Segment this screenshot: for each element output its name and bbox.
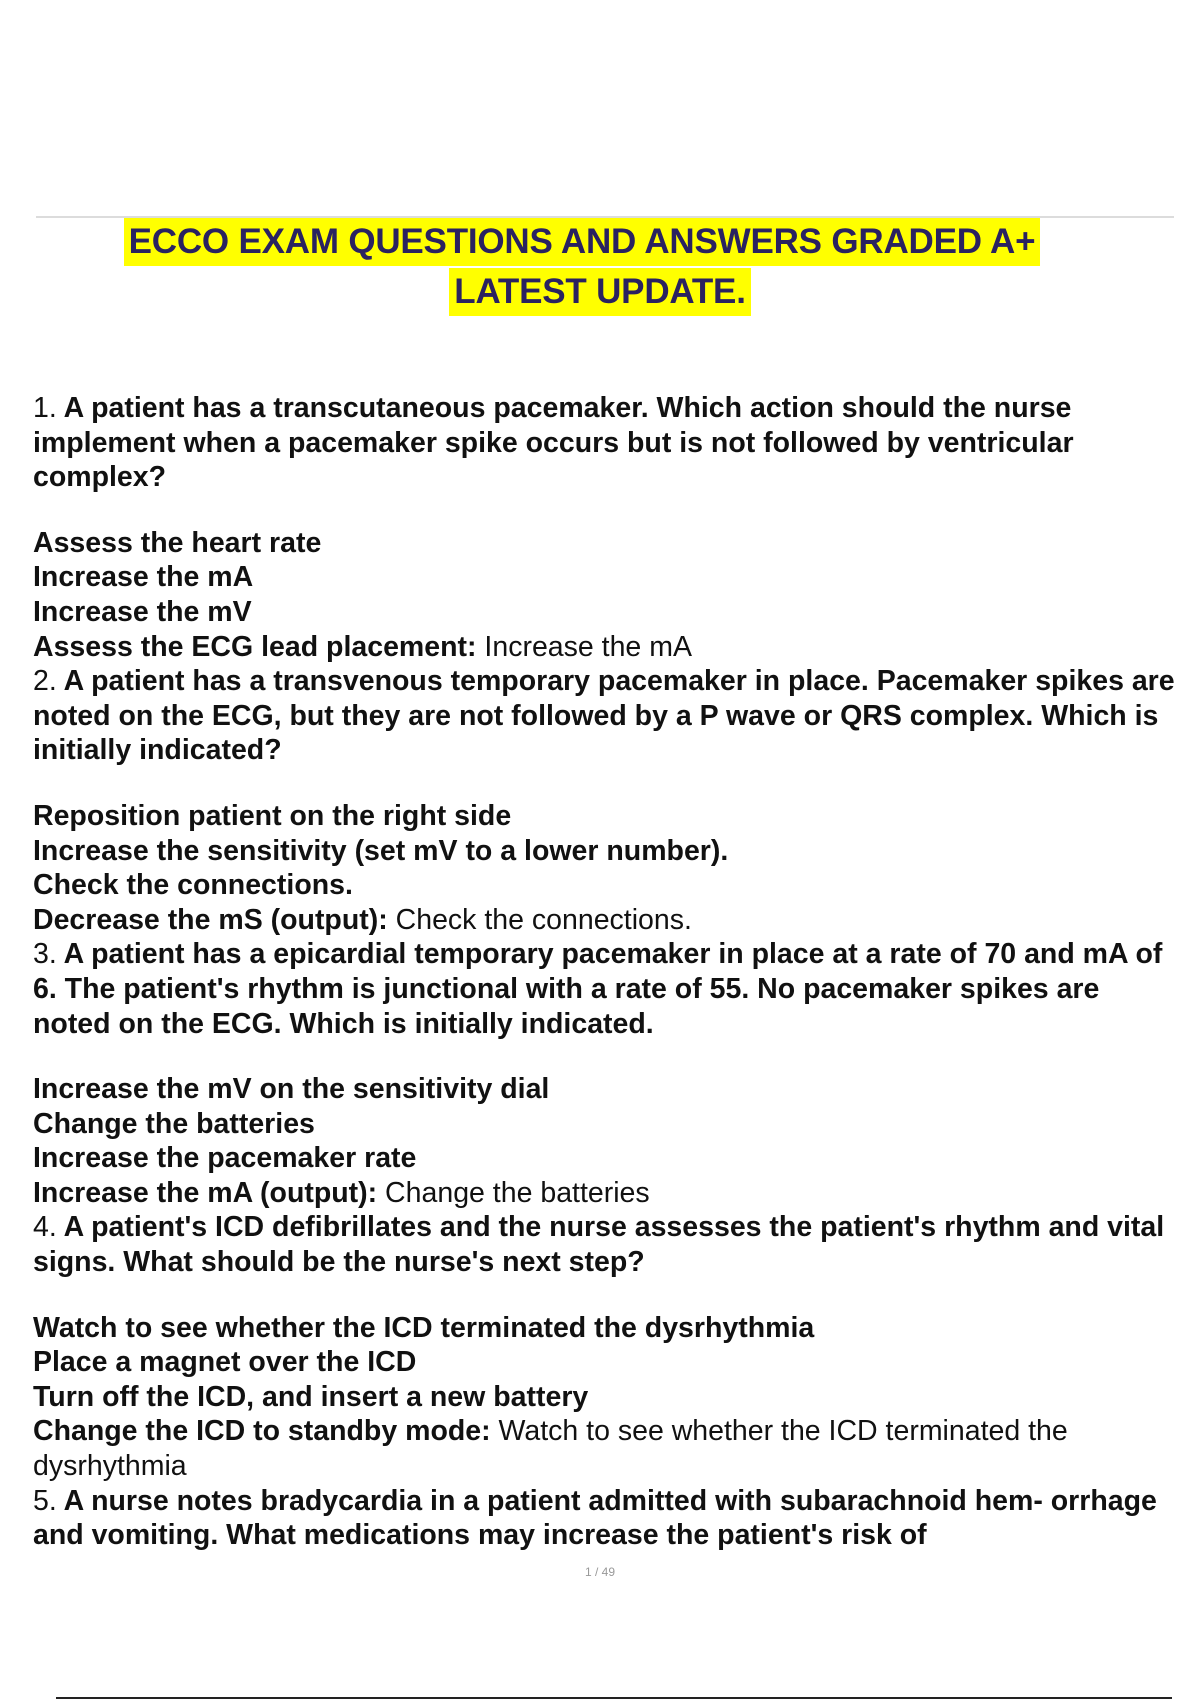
question-5 [33, 1484, 1178, 1553]
question-text: A patient has a transvenous temporary pacemaker in place. Pacemaker spikes are noted on the ECG, but they are not followed by a P wave or QRS complex. Which is initially indicated? [33, 665, 1175, 767]
question-text: A nurse notes bradycardia in a patient admitted with subarachnoid hem- orrhage and vomiting. What medications may increase the patient's risk of [33, 1484, 1157, 1552]
footer-divider [56, 1697, 1172, 1699]
question-number: 5. [33, 1484, 57, 1517]
answer-option: Turn off the ICD, and insert a new battery [33, 1380, 589, 1413]
answer-option: Change the batteries [33, 1107, 315, 1140]
answer-option: Reposition patient on the right side [33, 799, 512, 832]
answer-option: Decrease the mS (output): [33, 903, 388, 936]
correct-answer: Check the connections. [387, 903, 692, 936]
answer-option: Change the ICD to standby mode: [33, 1415, 491, 1448]
correct-answer: Watch to see whether the ICD terminated the dysrhythmia [33, 1415, 1068, 1483]
answer-line [33, 630, 1178, 665]
title-line-2: LATEST UPDATE. [449, 268, 750, 316]
question-text: A patient has a epicardial temporary pacemaker in place at a rate of 70 and mA of 6. The patient's rhythm is junctional with a rate of 55. No pacemaker spikes are noted on the ECG. Which is initially indicated. [33, 938, 1163, 1040]
question-text: A patient has a transcutaneous pacemaker. Which action should the nurse implement when a pacemaker spike occurs but is not followed by ventricular complex? [33, 392, 1074, 494]
question-number: 2. [33, 665, 57, 698]
answer-option: Increase the mA (output): [33, 1176, 378, 1209]
answer-option: Increase the mA [33, 561, 254, 594]
page-number: 1 / 49 [584, 1565, 616, 1579]
answer-line [33, 903, 1178, 938]
question-text: A patient's ICD defibrillates and the nurse assesses the patient's rhythm and vital signs. What should be the nurse's next step? [33, 1211, 1165, 1279]
question-3 [33, 937, 1178, 1041]
answer-option: Increase the pacemaker rate [33, 1142, 417, 1175]
question-number: 4. [33, 1211, 57, 1244]
answer-option: Watch to see whether the ICD terminated the dysrhythmia [33, 1311, 815, 1344]
title-line-1: ECCO EXAM QUESTIONS AND ANSWERS GRADED A+ [124, 218, 1041, 266]
answer-option: Assess the ECG lead placement: [33, 630, 477, 663]
questions-list [33, 391, 1178, 1553]
question-1 [33, 391, 1178, 495]
answer-option: Place a magnet over the ICD [33, 1346, 417, 1379]
answer-option: Increase the mV [33, 595, 252, 628]
correct-answer: Increase the mA [476, 630, 692, 663]
question-2 [33, 664, 1178, 768]
question-4 [33, 1210, 1178, 1279]
answer-option: Check the connections. [33, 869, 353, 902]
answer-line [33, 1176, 1178, 1211]
answer-option: Assess the heart rate [33, 526, 322, 559]
answer-option: Increase the sensitivity (set mV to a lower number). [33, 834, 729, 867]
answer-line [33, 1414, 1178, 1483]
correct-answer: Change the batteries [377, 1176, 650, 1209]
question-number: 1. [33, 392, 57, 424]
question-number: 3. [33, 938, 57, 971]
answer-option: Increase the mV on the sensitivity dial [33, 1073, 550, 1106]
document-title [0, 218, 1200, 316]
